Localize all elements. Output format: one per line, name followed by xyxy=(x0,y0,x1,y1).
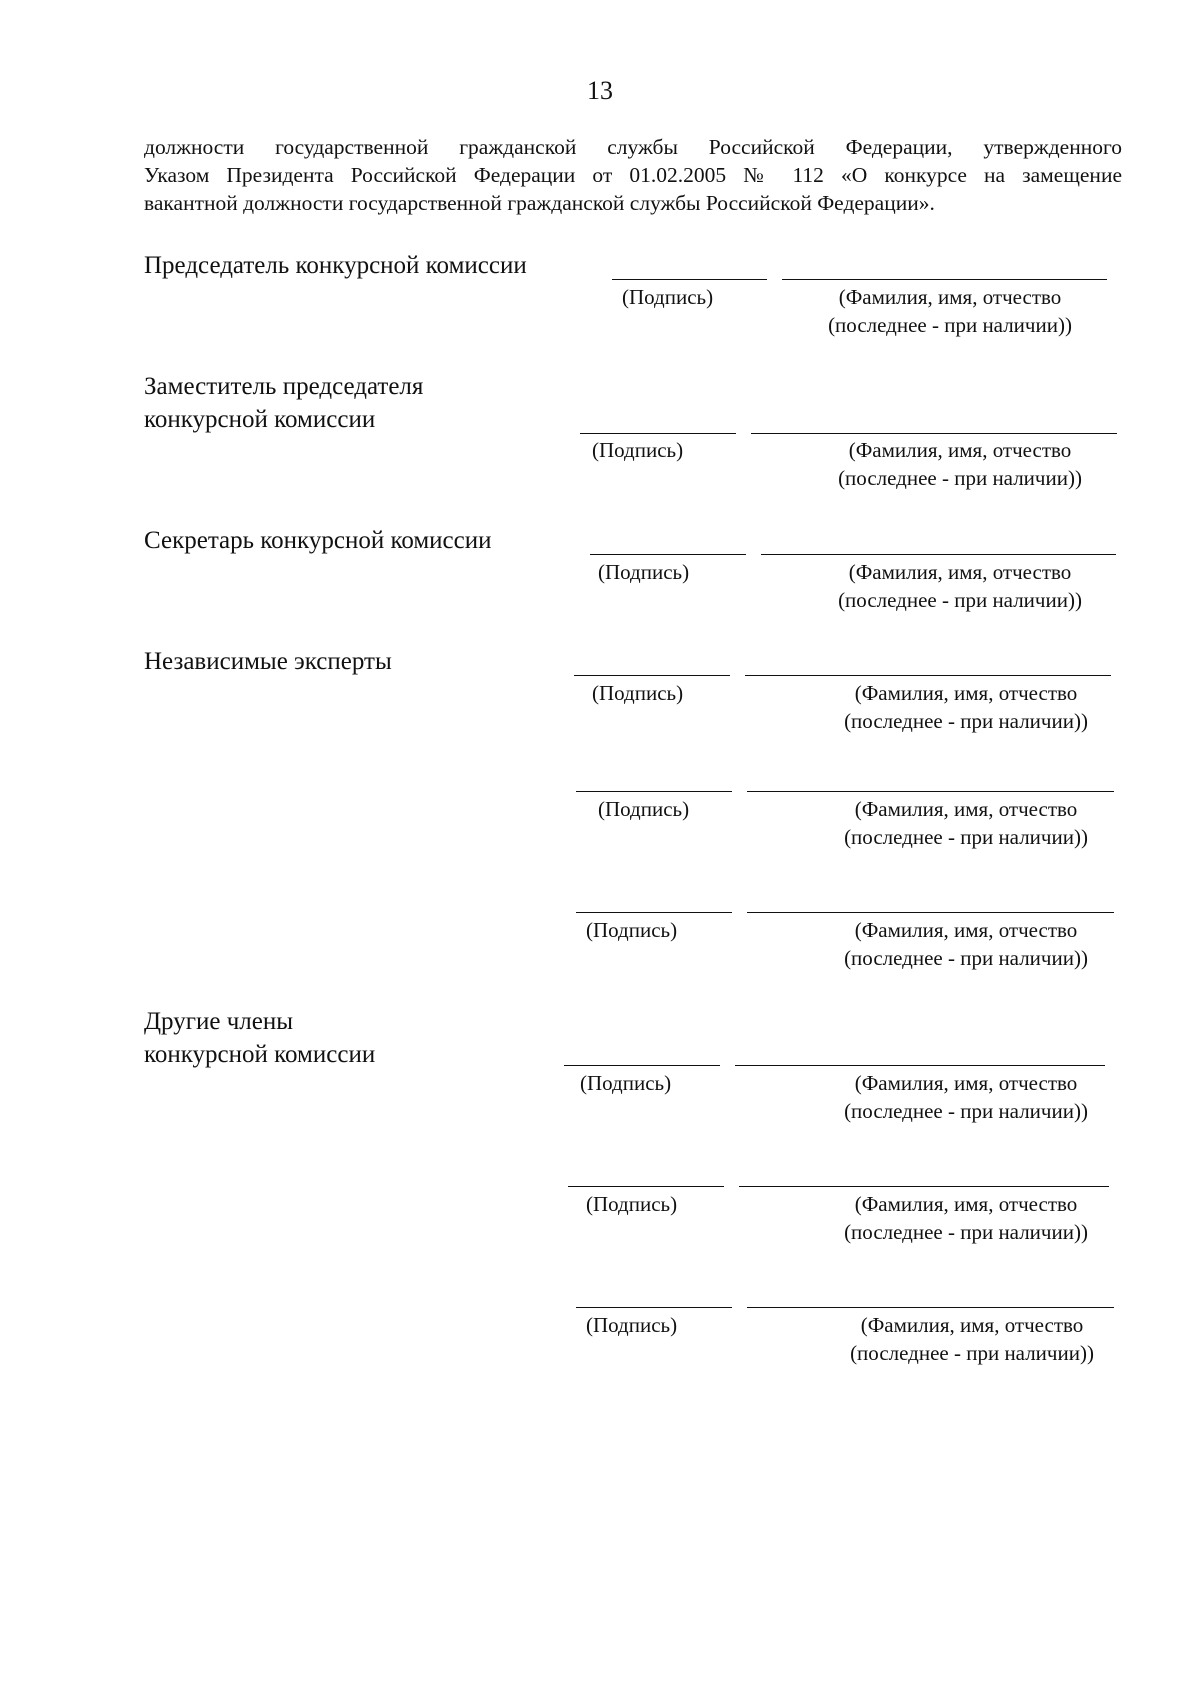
intro-line: должности государственной гражданской службы Российской Федерации, утвержденного xyxy=(144,135,1122,159)
signature-caption: (Подпись) xyxy=(580,1071,672,1095)
role-deputy-label xyxy=(144,370,423,436)
name-caption xyxy=(806,795,1126,851)
role-text: Другие члены xyxy=(144,1008,294,1035)
intro-line: Указом Президента Российской Федерации от 01.02.2005 № 112 «О конкурсе на замещение xyxy=(144,163,1122,187)
role-text: конкурсной комиссии xyxy=(144,406,376,433)
intro-paragraph xyxy=(144,133,1122,217)
signature-line xyxy=(576,912,732,913)
signature-line xyxy=(612,279,767,280)
name-caption-line1: (Фамилия, имя, отчество xyxy=(860,1313,1084,1337)
name-caption-line1: (Фамилия, имя, отчество xyxy=(848,560,1072,584)
name-line xyxy=(761,554,1116,555)
signature-line xyxy=(576,791,732,792)
role-text: Секретарь конкурсной комиссии xyxy=(144,527,492,554)
role-text: Заместитель председателя xyxy=(144,373,424,400)
name-caption xyxy=(806,1069,1126,1125)
name-line xyxy=(745,675,1111,676)
role-chairman-label xyxy=(144,249,527,282)
name-line xyxy=(747,1307,1114,1308)
name-caption-line1: (Фамилия, имя, отчество xyxy=(854,1192,1078,1216)
name-caption-line2: (последнее - при наличии)) xyxy=(844,709,1088,733)
name-caption xyxy=(806,679,1126,735)
role-text: Председатель конкурсной комиссии xyxy=(144,252,527,279)
page-number: 13 xyxy=(587,76,613,105)
intro-line: вакантной должности государственной гражданской службы Российской Федерации». xyxy=(144,191,935,215)
signature-caption: (Подпись) xyxy=(598,560,690,584)
name-caption xyxy=(780,283,1120,339)
name-caption-line1: (Фамилия, имя, отчество xyxy=(854,918,1078,942)
signature-line xyxy=(590,554,746,555)
name-caption xyxy=(806,916,1126,972)
name-caption xyxy=(800,558,1120,614)
name-caption-line1: (Фамилия, имя, отчество xyxy=(854,681,1078,705)
role-experts-label xyxy=(144,645,392,678)
name-caption-line2: (последнее - при наличии)) xyxy=(844,1099,1088,1123)
name-line xyxy=(735,1065,1105,1066)
signature-caption: (Подпись) xyxy=(586,1313,678,1337)
name-line xyxy=(747,791,1114,792)
name-caption xyxy=(800,436,1120,492)
name-caption-line1: (Фамилия, имя, отчество xyxy=(838,285,1062,309)
name-caption-line1: (Фамилия, имя, отчество xyxy=(854,797,1078,821)
name-line xyxy=(747,912,1114,913)
name-line xyxy=(782,279,1107,280)
role-text: Независимые эксперты xyxy=(144,648,392,675)
signature-caption: (Подпись) xyxy=(598,797,690,821)
name-caption-line2: (последнее - при наличии)) xyxy=(838,588,1082,612)
name-caption-line1: (Фамилия, имя, отчество xyxy=(848,438,1072,462)
signature-line xyxy=(574,675,730,676)
signature-line xyxy=(580,433,736,434)
name-line xyxy=(739,1186,1109,1187)
name-caption-line2: (последнее - при наличии)) xyxy=(838,466,1082,490)
role-secretary-label xyxy=(144,524,492,557)
name-caption-line2: (последнее - при наличии)) xyxy=(844,825,1088,849)
signature-line xyxy=(564,1065,720,1066)
signature-caption: (Подпись) xyxy=(586,1192,678,1216)
role-others-label xyxy=(144,1005,375,1071)
name-caption-line2: (последнее - при наличии)) xyxy=(850,1341,1094,1365)
signature-caption: (Подпись) xyxy=(622,285,714,309)
name-caption xyxy=(806,1190,1126,1246)
name-caption-line2: (последнее - при наличии)) xyxy=(828,313,1072,337)
role-text: конкурсной комиссии xyxy=(144,1041,376,1068)
name-caption-line2: (последнее - при наличии)) xyxy=(844,946,1088,970)
name-caption xyxy=(812,1311,1132,1367)
signature-line xyxy=(568,1186,724,1187)
name-line xyxy=(751,433,1117,434)
signature-caption: (Подпись) xyxy=(592,681,684,705)
signature-caption: (Подпись) xyxy=(586,918,678,942)
name-caption-line1: (Фамилия, имя, отчество xyxy=(854,1071,1078,1095)
name-caption-line2: (последнее - при наличии)) xyxy=(844,1220,1088,1244)
signature-line xyxy=(576,1307,732,1308)
signature-caption: (Подпись) xyxy=(592,438,684,462)
